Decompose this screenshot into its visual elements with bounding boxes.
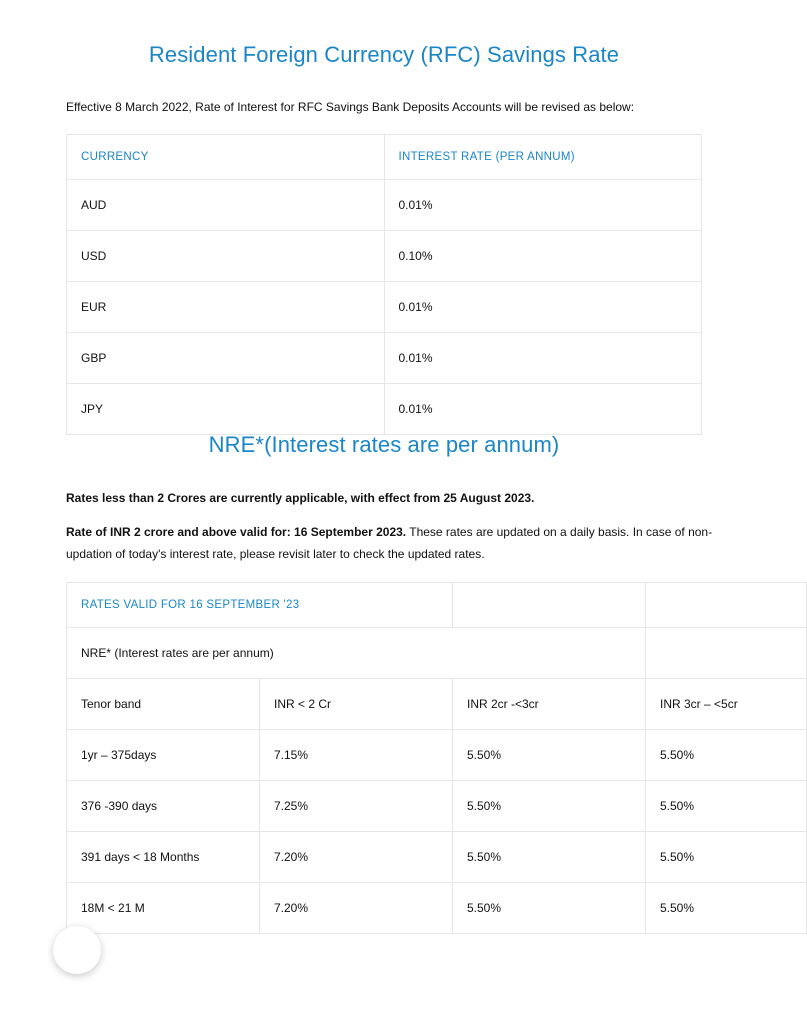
rate-cell: 0.01% bbox=[384, 180, 702, 231]
tenor-cell: 1yr – 375days bbox=[67, 730, 260, 781]
rate-cell: 5.50% bbox=[453, 730, 646, 781]
rate-cell: 5.50% bbox=[453, 832, 646, 883]
tenor-band-header: Tenor band bbox=[67, 679, 260, 730]
nre-note-applicable: Rates less than 2 Crores are currently applicable, with effect from 25 August 2023. bbox=[66, 491, 535, 505]
rate-cell: 7.20% bbox=[260, 832, 453, 883]
rate-cell: 7.20% bbox=[260, 883, 453, 934]
table-row bbox=[67, 730, 807, 781]
table-row bbox=[67, 333, 702, 384]
nre-update-note: These rates are updated on a daily basis. In case of non-updation of today's interest rate, please revisit later to check the updated rates. bbox=[66, 525, 713, 561]
rate-cell: 5.50% bbox=[646, 781, 807, 832]
currency-cell: USD bbox=[67, 231, 385, 282]
rate-cell: 0.01% bbox=[384, 282, 702, 333]
table-header-row bbox=[67, 135, 702, 180]
rate-cell: 0.10% bbox=[384, 231, 702, 282]
rate-cell: 5.50% bbox=[453, 883, 646, 934]
rate-cell: 5.50% bbox=[646, 883, 807, 934]
rate-cell: 5.50% bbox=[453, 781, 646, 832]
currency-cell: AUD bbox=[67, 180, 385, 231]
rate-cell: 5.50% bbox=[646, 730, 807, 781]
nre-validity-date: Rate of INR 2 crore and above valid for: 16 September 2023. bbox=[66, 525, 407, 539]
empty-header-cell bbox=[646, 583, 807, 628]
currency-cell: EUR bbox=[67, 282, 385, 333]
inr-3cr-5cr-header: INR 3cr – <5cr bbox=[646, 679, 807, 730]
rate-cell: 7.15% bbox=[260, 730, 453, 781]
empty-cell bbox=[646, 628, 807, 679]
table-row bbox=[67, 781, 807, 832]
currency-cell: GBP bbox=[67, 333, 385, 384]
currency-cell: JPY bbox=[67, 384, 385, 435]
rates-valid-header: RATES VALID FOR 16 SEPTEMBER '23 bbox=[67, 583, 453, 628]
rate-cell: 0.01% bbox=[384, 384, 702, 435]
tenor-cell: 376 -390 days bbox=[67, 781, 260, 832]
nre-table-scroll-container[interactable] bbox=[66, 582, 738, 934]
table-row bbox=[67, 832, 807, 883]
rfc-title: Resident Foreign Currency (RFC) Savings Rate bbox=[148, 42, 620, 67]
interest-rate-header: INTEREST RATE (PER ANNUM) bbox=[384, 135, 702, 180]
table-header-row bbox=[67, 583, 807, 628]
nre-note-validity bbox=[66, 521, 716, 565]
nre-subheader: NRE* (Interest rates are per annum) bbox=[67, 628, 646, 679]
column-header-row bbox=[67, 679, 807, 730]
chat-bubble-icon[interactable] bbox=[53, 926, 101, 974]
rate-cell: 0.01% bbox=[384, 333, 702, 384]
tenor-cell: 391 days < 18 Months bbox=[67, 832, 260, 883]
table-subheader-row bbox=[67, 628, 807, 679]
rfc-rates-table bbox=[66, 134, 702, 435]
nre-rates-table bbox=[66, 582, 807, 934]
empty-header-cell bbox=[453, 583, 646, 628]
tenor-cell: 18M < 21 M bbox=[67, 883, 260, 934]
rfc-intro-text: Effective 8 March 2022, Rate of Interest for RFC Savings Bank Deposits Accounts will be revised as below: bbox=[66, 100, 635, 114]
rate-cell: 7.25% bbox=[260, 781, 453, 832]
currency-header: CURRENCY bbox=[67, 135, 385, 180]
table-row bbox=[67, 384, 702, 435]
table-row bbox=[67, 231, 702, 282]
rate-cell: 5.50% bbox=[646, 832, 807, 883]
table-row bbox=[67, 180, 702, 231]
table-row bbox=[67, 883, 807, 934]
table-row bbox=[67, 282, 702, 333]
inr-2cr-3cr-header: INR 2cr -<3cr bbox=[453, 679, 646, 730]
nre-title: NRE*(Interest rates are per annum) bbox=[208, 432, 560, 457]
inr-lt-2cr-header: INR < 2 Cr bbox=[260, 679, 453, 730]
